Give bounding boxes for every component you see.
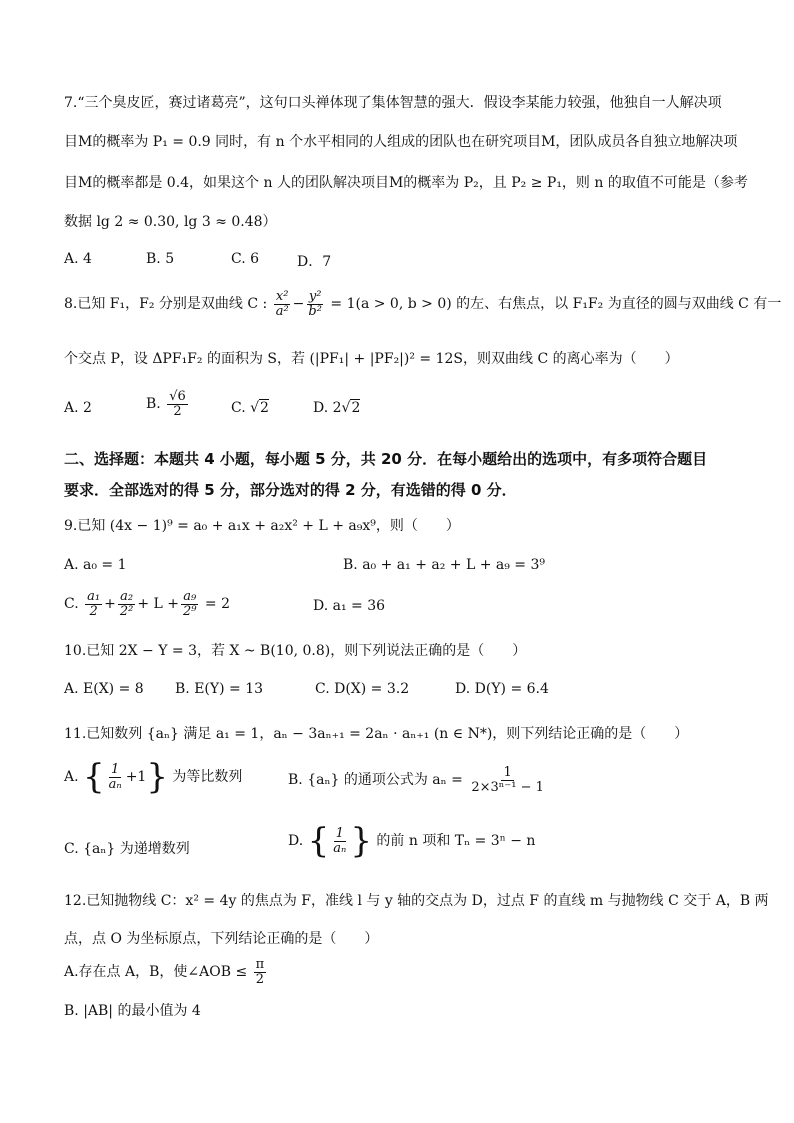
q11-option-a-label: A. xyxy=(64,769,79,785)
q7-line-2: 目M的概率为 P₁ = 0.9 同时，有 n 个水平相同的人组成的团队也在研究项目M，团队成员各自独立地解决项 xyxy=(64,134,738,150)
q7-option-c: C. 6 xyxy=(231,251,260,267)
q12-line-2: 点，点 O 为坐标原点，下列结论正确的是（ ） xyxy=(64,931,379,947)
q11-option-a: A. { $\frac{1}{\text{aₙ}}$ +1} 为等比数列 xyxy=(64,757,243,797)
q8-prefix: 8.已知 F₁，F₂ 分别是双曲线 C : xyxy=(64,296,268,313)
q11-option-d: D. { $\frac{1}{\text{aₙ}}$ } 的前 n 项和 Tₙ = 3ⁿ − n xyxy=(288,821,536,861)
q10-option-d: D. D(Y) = 6.4 xyxy=(455,681,549,697)
q8-option-d: D. 2√2 xyxy=(313,400,361,416)
q8-option-b-frac: $\frac{√6}{2}$ xyxy=(169,389,186,419)
q8-option-d-label: D. 2 xyxy=(313,400,342,416)
q11-option-d-label: D. xyxy=(288,833,304,849)
q8-eq-tail: = 1(a > 0, b > 0) 的左、右焦点，以 F₁F₂ 为直径的圆与双曲线 C 有一 xyxy=(330,296,782,313)
q8-line-1: 8.已知 F₁，F₂ 分别是双曲线 C : $\frac{\text{x²}}{\text{a²}}$ − $\frac{\text{y²}}{\text{b²}}$ = 1(a > 0, b > 0) 的左、右焦点，以 F₁F₂ 为直径的圆与双曲线 C 有一 xyxy=(64,289,782,319)
q10-option-a: A. E(X) = 8 xyxy=(64,681,144,697)
q12-option-b: B. |AB| 的最小值为 4 xyxy=(64,1003,201,1019)
q11-option-b-frac: $\frac{1}{\text{2×3ⁿ⁻¹ − 1}}$ xyxy=(471,765,544,795)
q8-option-d-value: 2 xyxy=(351,400,361,416)
q7-option-a: A. 4 xyxy=(64,251,92,267)
q10-stem: 10.已知 2X − Y = 3，若 X ~ B(10, 0.8)，则下列说法正确的是（ ） xyxy=(64,643,527,659)
q8-frac-x: $\frac{\text{x²}}{\text{a²}}$ xyxy=(275,289,289,319)
q8-frac-y: $\frac{\text{y²}}{\text{b²}}$ xyxy=(308,289,322,319)
q10-option-c: C. D(X) = 3.2 xyxy=(315,681,410,697)
q12-option-a-frac: $\frac{\pi}{2}$ xyxy=(255,957,265,987)
q7-line-4: 数据 lg 2 ≈ 0.30, lg 3 ≈ 0.48） xyxy=(64,214,277,230)
q11-option-b-label: B. {aₙ} 的通项公式为 aₙ = xyxy=(288,772,463,789)
q8-option-b xyxy=(146,390,190,418)
q8-option-c-value: 2 xyxy=(260,400,269,416)
section-2-line-1: 二、选择题：本题共 4 小题，每小题 5 分，共 20 分．在每小题给出的选项中，有多项符合题目 xyxy=(64,450,708,468)
q7-line-1: 7.“三个臭皮匠，赛过诸葛亮”，这句口头禅体现了集体智慧的强大．假设李某能力较强，他独自一人解决项 xyxy=(64,95,722,111)
q11-option-b xyxy=(288,766,548,794)
q9-stem: 9.已知 (4x − 1)⁹ = a₀ + a₁x + a₂x² + L + a₉x⁹，则（ ） xyxy=(64,518,460,534)
q12-option-a-text: A.存在点 A，B，使∠AOB ≤ xyxy=(64,964,248,981)
q8-option-a: A. 2 xyxy=(64,400,92,416)
q9-option-a: A. a₀ = 1 xyxy=(64,557,127,573)
q11-option-c: C. {aₙ} 为递增数列 xyxy=(64,841,190,857)
q9-option-b: B. a₀ + a₁ + a₂ + L + a₉ = 3⁹ xyxy=(343,557,545,573)
q9-option-c-tail: = 2 xyxy=(204,596,231,613)
q12-line-1: 12.已知抛物线 C：x² = 4y 的焦点为 F，准线 l 与 y 轴的交点为 D，过点 F 的直线 m 与抛物线 C 交于 A，B 两 xyxy=(64,893,769,909)
q7-option-b: B. 5 xyxy=(146,251,175,267)
q8-line-2: 个交点 P，设 ΔPF₁F₂ 的面积为 S，若 (|PF₁| + |PF₂|)² = 12S，则双曲线 C 的离心率为（ ） xyxy=(64,351,679,367)
q7-line-3: 目M的概率都是 0.4，如果这个 n 人的团队解决项目M的概率为 P₂，且 P₂ ≥ P₁，则 n 的取值不可能是（参考 xyxy=(64,175,748,191)
q11-stem: 11.已知数列 {aₙ} 满足 a₁ = 1，aₙ − 3aₙ₊₁ = 2aₙ · aₙ₊₁ (n ∈ N*)，则下列结论正确的是（ ） xyxy=(64,726,689,742)
q9-option-d: D. a₁ = 36 xyxy=(313,598,386,614)
section-2-line-2: 要求．全部选对的得 5 分，部分选对的得 2 分，有选错的得 0 分． xyxy=(64,481,517,499)
q9-option-c-label: C. xyxy=(64,596,79,613)
q11-option-a-tail: 为等比数列 xyxy=(172,769,243,785)
q7-option-d: D．7 xyxy=(297,254,332,270)
q10-option-b: B. E(Y) = 13 xyxy=(175,681,264,697)
q12-option-a xyxy=(64,958,268,986)
q9-option-c: C. $\frac{\text{a₁}}{2}$ + $\frac{\text{a₂}}{\text{2²}}$ + L + $\frac{\text{a₉}}{\text{2⁹}}$ = 2 xyxy=(64,589,231,619)
q8-option-c-label: C. xyxy=(231,400,246,416)
q8-option-c: C. √2 xyxy=(231,400,269,416)
q8-option-b-label: B. xyxy=(146,396,161,413)
q11-option-d-tail: 的前 n 项和 Tₙ = 3ⁿ − n xyxy=(376,833,536,849)
